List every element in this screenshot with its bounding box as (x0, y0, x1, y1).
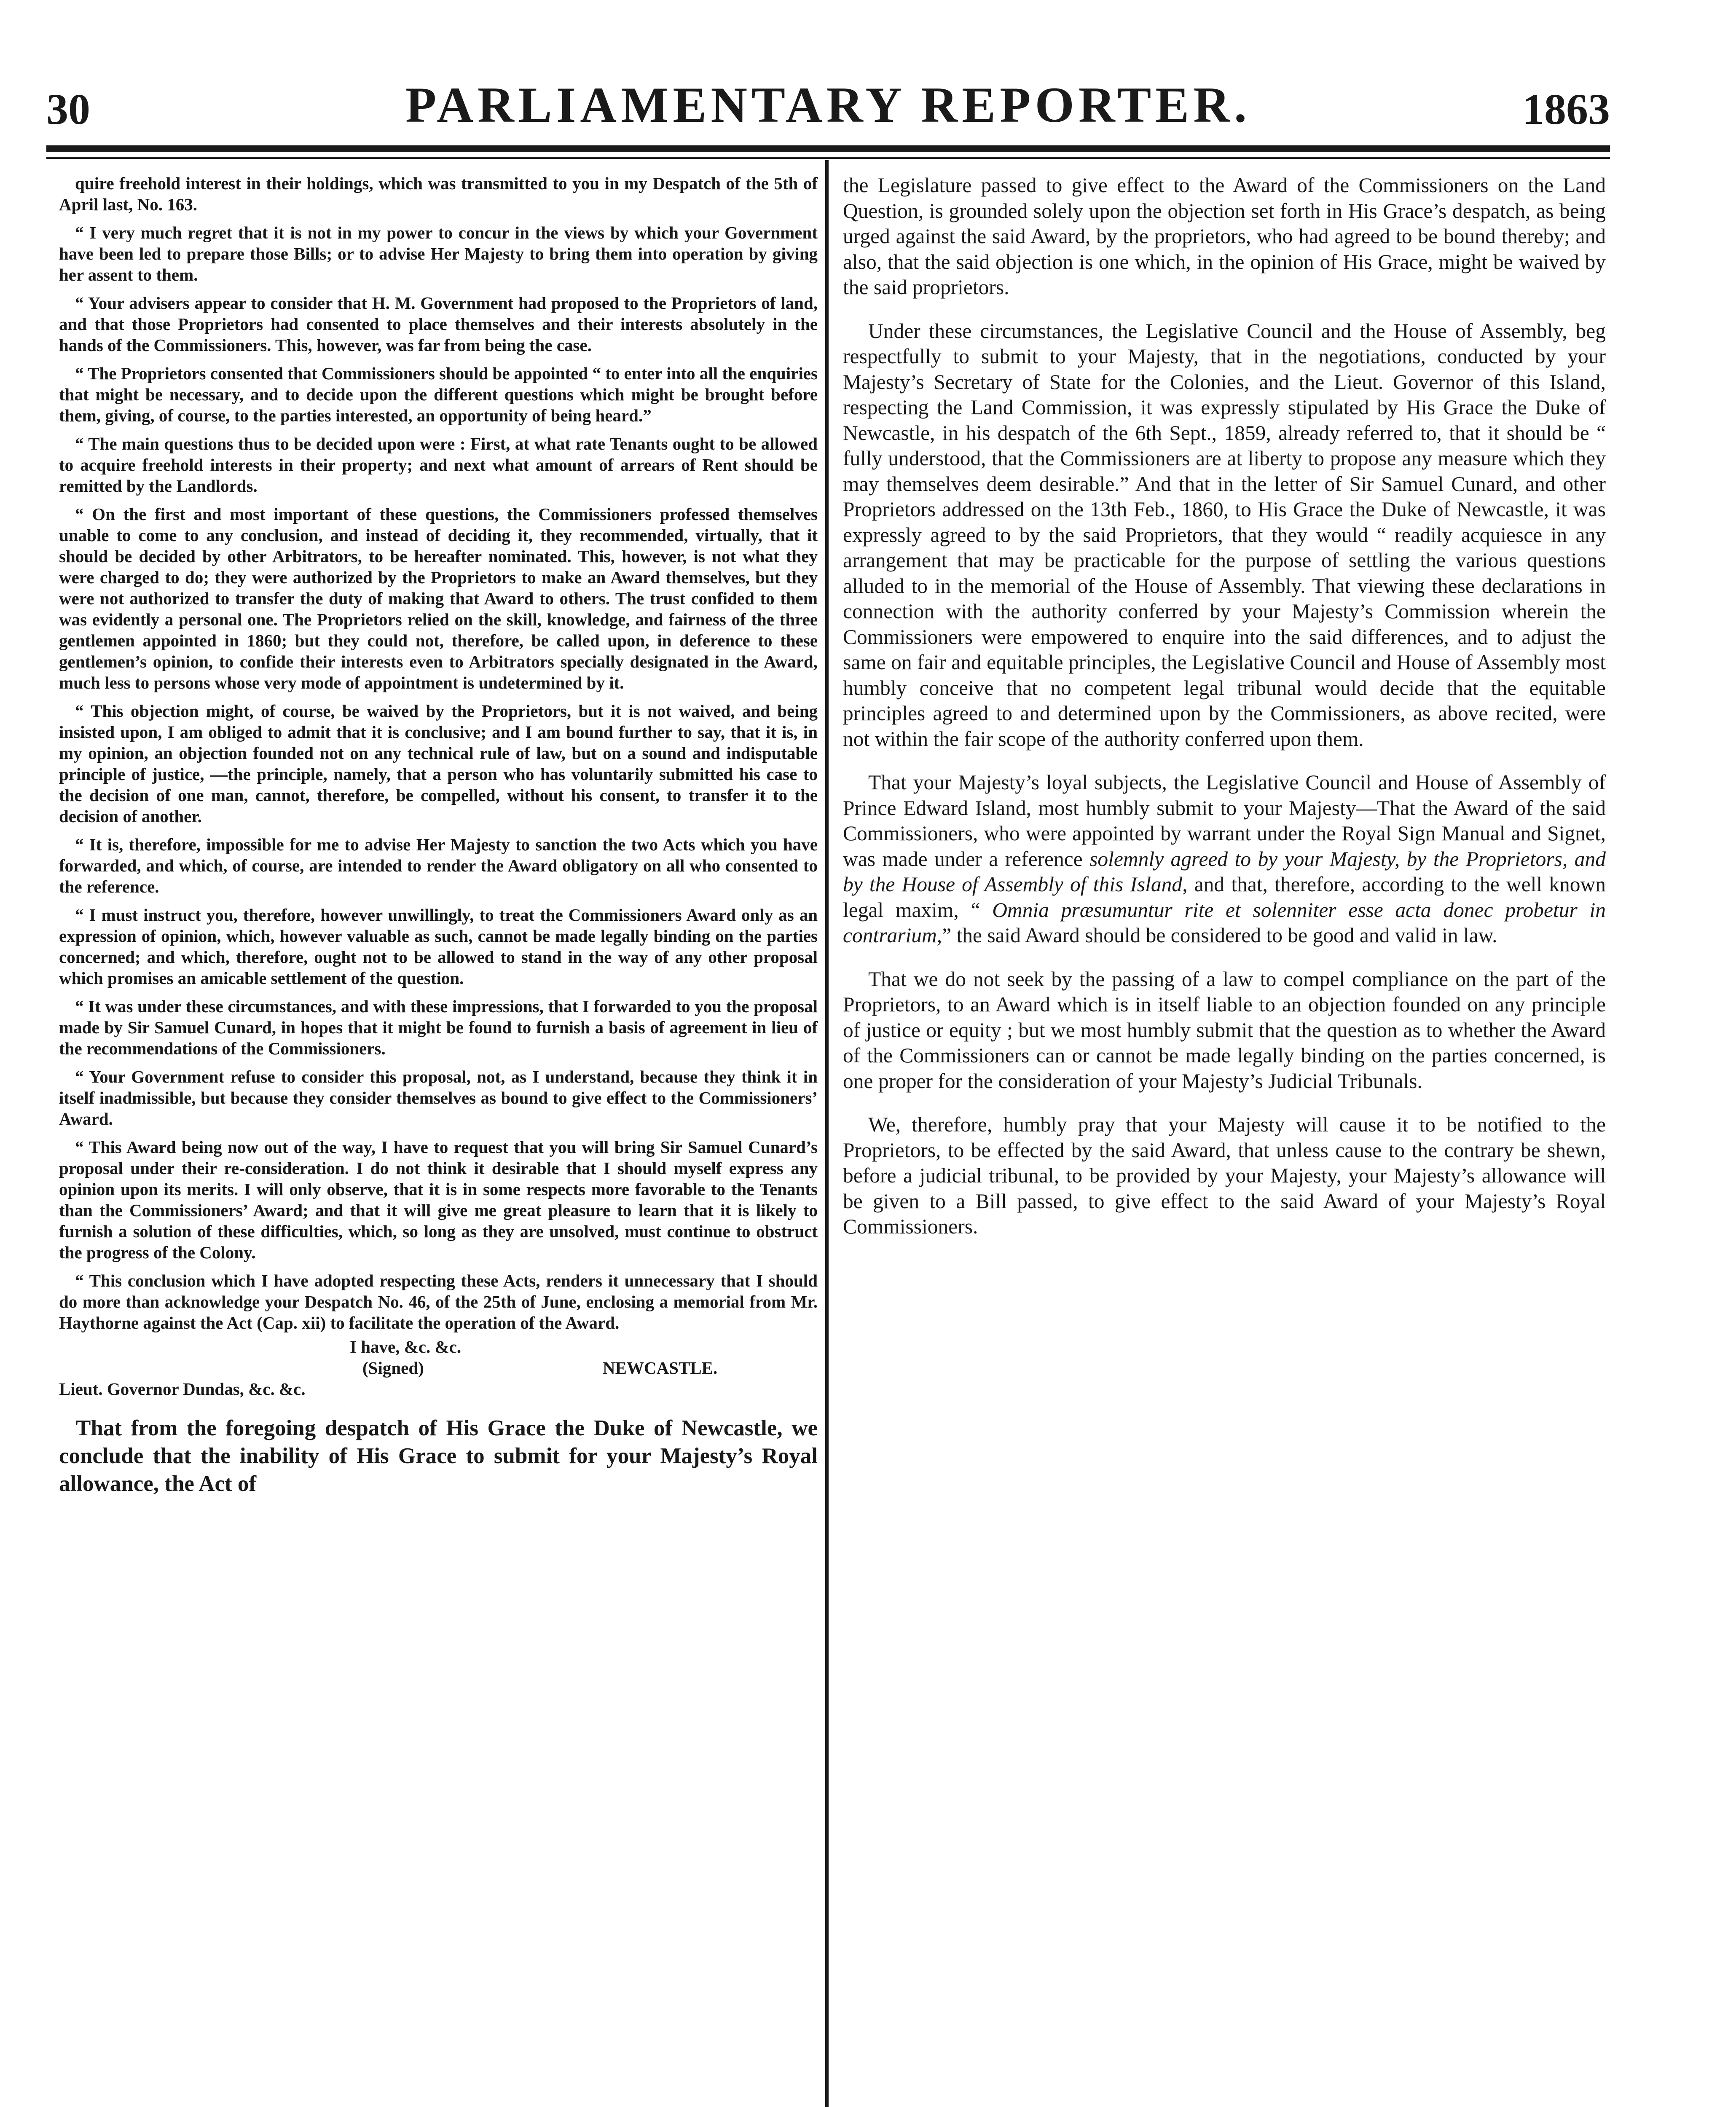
right-paragraphs (843, 173, 1606, 1240)
text-run: Under these circumstances, the Legislative Council and the House of Assembly, beg respectfully to submit to your Majesty, that in the negotiations, conducted by your Majesty’s Secretary of State for the Colonies, and the Lieut. Governor of this Island, respecting the Land Commission, it was expressly stipulated by His Grace the Duke of Newcastle, in his despatch of the 6th Sept., 1859, already referred to, that it should be “ fully understood, that the Commissioners are at liberty to propose any measure which they may themselves deem desirable.” And that in the letter of Sir Samuel Cunard, and other Proprietors addressed on the 13th Feb., 1860, to His Grace the Duke of Newcastle, it was expressly agreed to by the said Proprietors, that they would “ readily acquiesce in any arrangement that may be practicable for the purpose of settling the various questions alluded to in the memorial of the House of Assembly. That viewing these declarations in connection with the authority conferred by your Majesty’s Commission wherein the Commissioners were empowered to enquire into the said differences, and to adjust the same on fair and equitable principles, the Legislative Council and House of Assembly most humbly conceive that no competent legal tribunal would decide that the equitable principles agreed to and determined upon by the Commissioners, as above recited, were not within the fair scope of the authority conferred upon them. (843, 319, 1606, 751)
publication-title: PARLIAMENTARY REPORTER. (405, 77, 1251, 133)
right-paragraph (843, 967, 1606, 1094)
left-paragraph (59, 292, 818, 356)
left-final-paragraph (59, 1414, 818, 1498)
text-run: “ On the first and most important of these questions, the Commissioners professed themselves unable to come to any conclusion, and instead of deciding it, they recommended, virtually, that it should be decided by other Arbitrators, to be hereafter nominated. This, however, is not what they were charged to do; they were authorized by the Proprietors to make an Award themselves, but they were not authorized to transfer the duty of making that Award to others. The trust confided to them was evidently a personal one. The Proprietors relied on the skill, knowledge, and fairness of the three gentlemen appointed in 1860; but they could not, therefore, be called upon, in deference to these gentlemen’s opinion, to confide their interests even to Arbitrators specially designated in the Award, much less to persons whose very mode of appointment is undetermined by it. (59, 504, 818, 692)
text-run: “ This objection might, of course, be waived by the Proprietors, but it is not waived, and being insisted upon, I am obliged to admit that it is conclusive; and I am bound further to say, that it is, in my opinion, an objection founded not on any technical rule of law, but on a sound and indisputable principle of justice, —the principle, namely, that a person who has voluntarily submitted his case to the decision of one man, cannot, therefore, be compelled, without his consent, to transfer it to the decision of another. (59, 701, 818, 826)
text-run: and that, therefore, according to the well known legal maxim, “ (843, 873, 1606, 922)
left-paragraph (59, 1137, 818, 1263)
text-run: “ The main questions thus to be decided upon were : First, at what rate Tenants ought to be allowed to acquire freehold interests in their property; and next what amount of arrears of Rent should be remitted by the Landlords. (59, 434, 818, 496)
text-run: quire freehold interest in their holdings, which was transmitted to you in my Despatch of the 5th of April last, No. 163. (59, 174, 818, 214)
column-divider (825, 160, 829, 2107)
text-run: “ Your Government refuse to consider this proposal, not, as I understand, because they think it in itself inadmissible, but because they consider themselves as bound to give effect to the Commissioners’ Award. (59, 1067, 818, 1129)
signature-closing: I have, &c. &c. (350, 1337, 462, 1356)
header-rule-thick (46, 145, 1610, 152)
right-column (843, 173, 1606, 1258)
left-paragraph (59, 904, 818, 989)
left-paragraph (59, 173, 818, 215)
signature-name: NEWCASTLE. (603, 1358, 718, 1378)
header-rule-thin (46, 157, 1610, 159)
right-paragraph (843, 319, 1606, 752)
page-number: 30 (46, 85, 90, 134)
text-run: ” the said Award should be considered to be good and valid in law. (942, 924, 1497, 947)
signature-signed: (Signed) (362, 1358, 424, 1378)
year: 1863 (1522, 85, 1610, 134)
text-run: We, therefore, humbly pray that your Majesty will cause it to be notified to the Proprietors, to be effected by the said Award, that unless cause to the contrary be shewn, before a judicial tribunal, to be provided by your Majesty, your Majesty’s allowance will be given to a Bill passed, to give effect to the said Award of your Majesty’s Royal Commissioners. (843, 1113, 1606, 1238)
left-paragraph (59, 504, 818, 693)
italic-text: solemnly agreed to by your Majesty, by the Proprietors, and by the House of Assembly of this Island, (843, 847, 1606, 896)
text-run: “ I very much regret that it is not in my power to concur in the views by which your Government have been led to prepare those Bills; or to advise Her Majesty to bring them into operation by giving her assent to them. (59, 223, 818, 284)
left-paragraph (59, 1270, 818, 1333)
text-run: “ This Award being now out of the way, I have to request that you will bring Sir Samuel Cunard’s proposal under their re-consideration. I do not think it desirable that I should myself express any opinion upon its merits. I will only observe, that it is in some respects more favorable to the Tenants than the Commissioners’ Award; and that it will give me great pleasure to learn that it is likely to furnish a solution of these difficulties, which, so long as they are unsolved, must continue to obstruct the progress of the Colony. (59, 1137, 818, 1262)
left-column (59, 173, 818, 1505)
text-run: “ The Proprietors consented that Commissioners should be appointed “ to enter into all the enquiries that might be necessary, and to decide upon the different questions which might be brought before them, giving, of course, to the parties interested, an opportunity of being heard.” (59, 364, 818, 425)
text-run: “ Your advisers appear to consider that H. M. Government had proposed to the Proprietors of land, and that those Proprietors had consented to place themselves and their interests absolutely in the hands of the Commissioners. This, however, was far from being the case. (59, 293, 818, 355)
text-run: That your Majesty’s loyal subjects, the Legislative Council and House of Assembly of Prince Edward Island, most humbly submit to your Majesty—That the Award of the said Commissioners, who were appointed by warrant under the Royal Sign Manual and Signet, was made under a reference (843, 771, 1606, 871)
text-run: “ I must instruct you, therefore, however unwillingly, to treat the Commissioners Award only as an expression of opinion, which, however valuable as such, cannot be made legally binding on the parties concerned; and which, therefore, ought not to be allowed to stand in the way of any other proposal which promises an amicable settlement of the question. (59, 905, 818, 988)
page-header (46, 76, 1610, 152)
signature-block (59, 1336, 818, 1399)
left-paragraph (59, 433, 818, 496)
italic-text: Omnia præsumuntur rite et solenniter esse acta donec probetur in contrarium, (843, 898, 1606, 947)
text-run: “ It is, therefore, impossible for me to advise Her Majesty to sanction the two Acts which you have forwarded, and which, of course, are intended to render the Award obligatory on all who consented to the reference. (59, 835, 818, 896)
text-run: “ This conclusion which I have adopted respecting these Acts, renders it unnecessary that I should do more than acknowledge your Despatch No. 46, of the 25th of June, enclosing a memorial from Mr. Haythorne against the Act (Cap. xii) to facilitate the operation of the Award. (59, 1271, 818, 1332)
left-paragraph (59, 1066, 818, 1129)
left-paragraph (59, 700, 818, 827)
left-paragraphs (59, 173, 818, 1333)
left-paragraph (59, 996, 818, 1059)
signature-addressee: Lieut. Governor Dundas, &c. &c. (59, 1379, 306, 1399)
left-paragraph (59, 363, 818, 426)
right-paragraph (843, 770, 1606, 949)
text-run: “ It was under these circumstances, and with these impressions, that I forwarded to you the proposal made by Sir Samuel Cunard, in hopes that it might be found to furnish a basis of agreement in lieu of the recommendations of the Commissioners. (59, 997, 818, 1058)
left-paragraph (59, 834, 818, 897)
text-run: the Legislature passed to give effect to the Award of the Commissioners on the Land Question, is grounded solely upon the objection set forth in His Grace’s despatch, as being urged against the said Award, by the proprietors, who had agreed to be bound thereby; and also, that the said objection is one which, in the opinion of His Grace, might be waived by the said proprietors. (843, 174, 1606, 299)
right-paragraph (843, 173, 1606, 300)
text-run: That from the foregoing despatch of His Grace the Duke of Newcastle, we conclude that the inability of His Grace to submit for your Majesty’s Royal allowance, the Act of (59, 1416, 818, 1496)
left-paragraph (59, 222, 818, 285)
text-run: That we do not seek by the passing of a law to compel compliance on the part of the Proprietors, to an Award which is in itself liable to an objection founded on any principle of justice or equity ; but we most humbly submit that the question as to whether the Award of the Commissioners can or cannot be made legally binding on the parties concerned, is one proper for the consideration of your Majesty’s Judicial Tribunals. (843, 967, 1606, 1093)
right-paragraph (843, 1112, 1606, 1240)
